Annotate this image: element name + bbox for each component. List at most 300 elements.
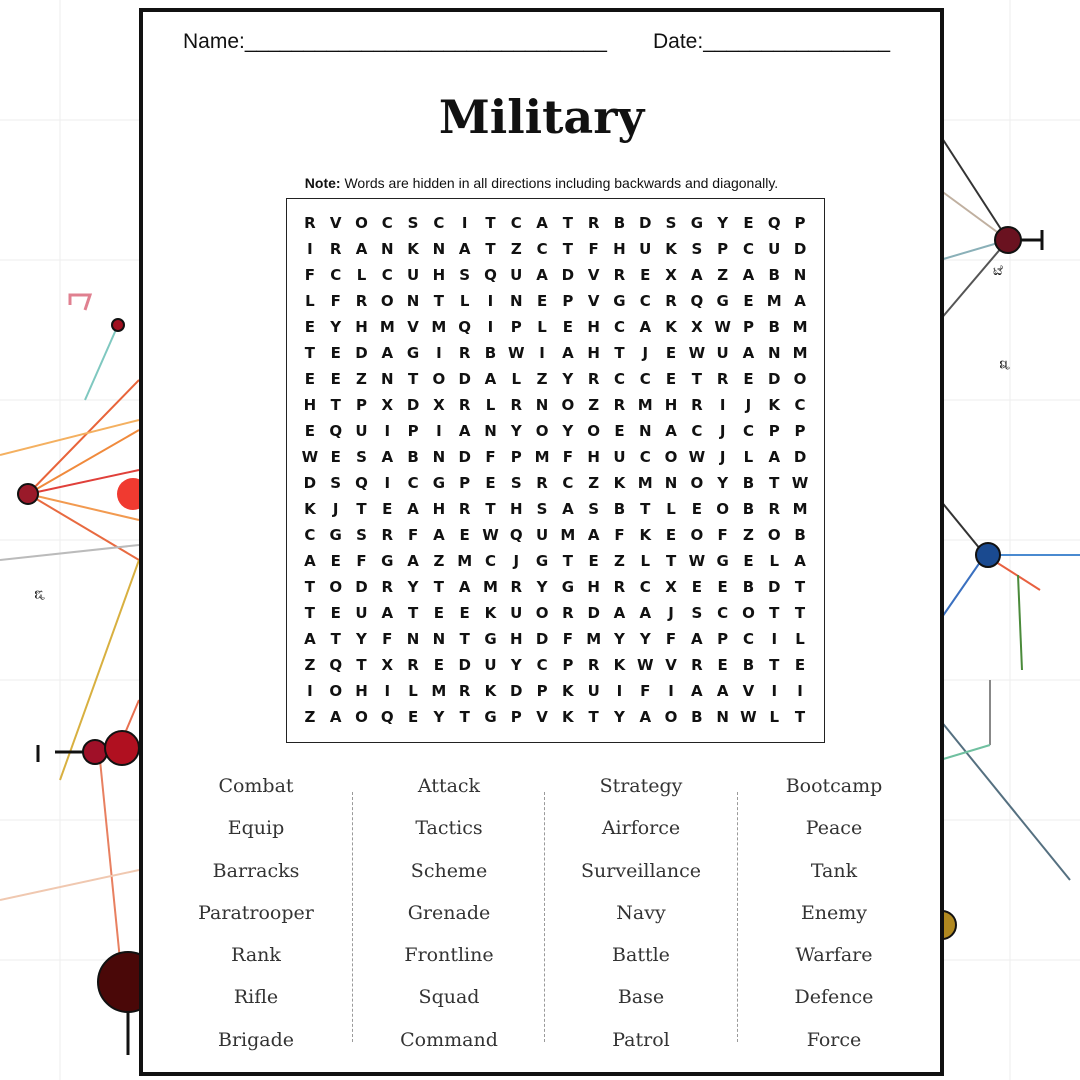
- grid-letter: N: [432, 240, 446, 258]
- grid-letter: T: [794, 604, 806, 622]
- word-item: Strategy: [599, 775, 683, 797]
- grid-letter: M: [586, 630, 602, 648]
- grid-letter: S: [330, 474, 342, 492]
- grid-letter: N: [793, 266, 807, 284]
- grid-letter: U: [768, 240, 781, 258]
- grid-letter: P: [510, 448, 522, 466]
- word-item: Frontline: [404, 944, 494, 967]
- grid-letter: J: [719, 422, 726, 440]
- grid-letter: L: [769, 552, 780, 570]
- grid-letter: A: [536, 214, 548, 232]
- grid-letter: E: [330, 552, 341, 570]
- grid-letter: W: [301, 448, 319, 466]
- grid-letter: N: [716, 708, 729, 726]
- grid-letter: M: [457, 552, 473, 570]
- grid-letter: A: [458, 578, 471, 596]
- grid-letter: E: [304, 370, 316, 388]
- grid-letter: R: [458, 344, 471, 362]
- grid-letter: T: [691, 370, 702, 388]
- grid-letter: F: [356, 552, 367, 570]
- grid-letter: E: [459, 526, 470, 544]
- grid-letter: T: [769, 604, 780, 622]
- grid-letter: C: [613, 370, 625, 388]
- grid-letter: E: [485, 474, 496, 492]
- grid-letter: X: [691, 318, 703, 336]
- grid-letter: I: [436, 422, 442, 440]
- grid-letter: F: [717, 526, 728, 544]
- grid-row: [297, 574, 813, 600]
- grid-letter: A: [433, 526, 445, 544]
- grid-letter: A: [716, 682, 729, 700]
- grid-letter: G: [432, 474, 446, 492]
- grid-letter: Q: [767, 214, 781, 232]
- grid-letter: H: [432, 500, 446, 518]
- grid-letter: T: [433, 578, 444, 596]
- column-divider: [352, 792, 353, 1042]
- grid-row: [297, 314, 813, 340]
- word-item: Battle: [612, 944, 670, 967]
- grid-letter: G: [716, 292, 729, 310]
- grid-letter: M: [431, 318, 447, 336]
- grid-letter: L: [485, 396, 496, 414]
- word-item: Bootcamp: [785, 775, 883, 797]
- grid-letter: S: [588, 500, 600, 518]
- grid-letter: B: [742, 578, 755, 596]
- grid-row: [297, 522, 813, 548]
- grid-letter: U: [613, 448, 626, 466]
- grid-letter: V: [407, 318, 419, 336]
- grid-row: [297, 678, 813, 704]
- grid-letter: R: [329, 240, 342, 258]
- grid-letter: T: [769, 474, 780, 492]
- grid-letter: P: [459, 474, 471, 492]
- grid-letter: A: [304, 630, 316, 648]
- grid-letter: L: [743, 448, 754, 466]
- grid-letter: R: [562, 604, 574, 622]
- grid-letter: M: [637, 474, 653, 492]
- grid-letter: L: [769, 708, 780, 726]
- grid-letter: X: [433, 396, 445, 414]
- grid-letter: N: [664, 474, 678, 492]
- grid-letter: C: [639, 292, 651, 310]
- grid-letter: U: [510, 604, 523, 622]
- word-item: Patrol: [612, 1028, 670, 1051]
- grid-letter: S: [510, 474, 522, 492]
- grid-letter: E: [536, 292, 548, 310]
- grid-letter: O: [793, 370, 807, 388]
- word-item: Attack: [417, 775, 481, 797]
- grid-letter: A: [355, 240, 368, 258]
- grid-letter: Q: [329, 656, 343, 674]
- grid-letter: I: [771, 682, 778, 700]
- grid-letter: A: [304, 552, 316, 570]
- grid-letter: G: [561, 578, 575, 596]
- grid-letter: E: [382, 500, 393, 518]
- word-bank: [161, 770, 931, 1060]
- grid-letter: J: [513, 552, 520, 570]
- grid-letter: P: [794, 214, 806, 232]
- note-label: Note:: [304, 175, 341, 191]
- word-item: Base: [617, 986, 665, 1009]
- grid-letter: G: [484, 630, 497, 648]
- grid-letter: A: [794, 292, 806, 310]
- grid-letter: O: [742, 604, 755, 622]
- grid-row: [297, 652, 813, 678]
- grid-letter: D: [355, 344, 368, 362]
- note-text: Words are hidden in all directions including backwards and diagonally.: [340, 175, 779, 191]
- column-divider: [737, 792, 738, 1042]
- grid-letter: O: [329, 682, 343, 700]
- grid-letter: P: [510, 708, 522, 726]
- grid-letter: K: [484, 682, 497, 700]
- grid-letter: B: [742, 474, 755, 492]
- grid-letter: P: [742, 318, 754, 336]
- grid-letter: Q: [355, 474, 368, 492]
- grid-letter: E: [330, 448, 341, 466]
- grid-letter: E: [562, 318, 573, 336]
- grid-letter: L: [459, 292, 470, 310]
- grid-letter: K: [613, 656, 626, 674]
- grid-letter: S: [356, 526, 367, 544]
- grid-letter: G: [381, 552, 394, 570]
- grid-letter: E: [614, 422, 625, 440]
- grid-letter: F: [485, 448, 496, 466]
- grid-letter: E: [743, 370, 754, 388]
- grid-letter: A: [329, 708, 342, 726]
- grid-letter: C: [794, 396, 806, 414]
- grid-letter: R: [613, 266, 626, 284]
- grid-letter: Y: [510, 656, 522, 674]
- grid-letter: A: [639, 318, 652, 336]
- grid-letter: N: [535, 396, 549, 414]
- grid-letter: E: [743, 552, 754, 570]
- grid-letter: E: [433, 656, 444, 674]
- grid-letter: J: [332, 500, 339, 518]
- grid-letter: L: [666, 500, 676, 518]
- word-item: Tactics: [415, 817, 483, 840]
- grid-letter: T: [588, 708, 599, 726]
- grid-letter: I: [771, 630, 778, 648]
- grid-letter: C: [407, 474, 419, 492]
- grid-letter: L: [795, 630, 805, 648]
- grid-letter: Y: [614, 708, 625, 726]
- grid-letter: Y: [614, 630, 625, 648]
- grid-letter: Y: [356, 630, 367, 648]
- grid-letter: M: [792, 344, 808, 362]
- word-item: Tank: [810, 859, 858, 882]
- grid-letter: T: [304, 604, 316, 622]
- grid-letter: A: [536, 266, 548, 284]
- grid-letter: C: [433, 214, 445, 232]
- word-item: Rank: [231, 944, 281, 967]
- grid-letter: G: [406, 344, 420, 362]
- grid-letter: A: [458, 240, 471, 258]
- grid-letter: G: [535, 552, 549, 570]
- grid-letter: C: [639, 578, 651, 596]
- grid-letter: R: [691, 396, 703, 414]
- word-item: Force: [806, 1028, 862, 1051]
- grid-letter: O: [690, 526, 704, 544]
- grid-letter: F: [562, 448, 573, 466]
- grid-letter: I: [384, 682, 391, 700]
- grid-letter: T: [640, 500, 651, 518]
- grid-letter: A: [587, 526, 600, 544]
- grid-letter: D: [458, 448, 471, 466]
- grid-letter: S: [356, 448, 367, 466]
- grid-letter: Y: [536, 578, 548, 596]
- grid-letter: H: [613, 240, 626, 258]
- grid-letter: S: [459, 266, 471, 284]
- grid-letter: T: [407, 370, 419, 388]
- grid-letter: O: [587, 422, 601, 440]
- grid-letter: F: [407, 526, 419, 544]
- grid-letter: Y: [717, 474, 729, 492]
- grid-letter: R: [355, 292, 368, 310]
- grid-letter: Z: [588, 474, 600, 492]
- instruction-note: [143, 175, 940, 191]
- grid-letter: M: [792, 318, 808, 336]
- word-item: Airforce: [601, 817, 681, 840]
- grid-letter: Z: [304, 708, 316, 726]
- word-item: Defence: [794, 986, 874, 1009]
- grid-letter: D: [510, 682, 523, 700]
- grid-letter: L: [356, 266, 367, 284]
- svg-text:ಟೆ: ಟೆ: [31, 590, 47, 600]
- grid-letter: R: [458, 500, 471, 518]
- grid-letter: E: [717, 656, 728, 674]
- grid-letter: P: [510, 318, 522, 336]
- grid-letter: W: [688, 344, 706, 362]
- grid-letter: D: [768, 578, 781, 596]
- grid-letter: N: [509, 292, 523, 310]
- grid-row: [297, 340, 813, 366]
- word-item: Barracks: [212, 859, 300, 882]
- grid-letter: Z: [536, 370, 548, 388]
- grid-letter: T: [562, 240, 573, 258]
- grid-letter: I: [539, 344, 545, 362]
- grid-letter: R: [587, 214, 600, 232]
- grid-letter: R: [407, 656, 419, 674]
- grid-letter: A: [381, 344, 394, 362]
- word-item: Warfare: [795, 944, 873, 967]
- grid-letter: C: [484, 552, 496, 570]
- grid-letter: D: [793, 448, 807, 466]
- grid-letter: D: [768, 370, 781, 388]
- grid-letter: F: [562, 630, 573, 648]
- grid-row: [297, 600, 813, 626]
- grid-letter: B: [768, 266, 780, 284]
- grid-letter: H: [432, 266, 446, 284]
- grid-letter: O: [380, 292, 394, 310]
- grid-letter: F: [330, 292, 341, 310]
- grid-letter: C: [562, 474, 574, 492]
- grid-letter: T: [665, 552, 677, 570]
- grid-letter: N: [381, 240, 394, 258]
- grid-letter: P: [768, 422, 780, 440]
- worksheet: [139, 8, 944, 1076]
- grid-letter: I: [461, 214, 468, 232]
- grid-letter: R: [613, 396, 626, 414]
- grid-letter: O: [664, 448, 678, 466]
- grid-letter: A: [407, 500, 419, 518]
- grid-letter: L: [305, 292, 315, 310]
- grid-letter: C: [536, 240, 548, 258]
- grid-letter: M: [766, 292, 782, 310]
- grid-row: [297, 548, 813, 574]
- grid-letter: B: [613, 500, 626, 518]
- grid-letter: M: [560, 526, 576, 544]
- grid-letter: O: [355, 708, 368, 726]
- grid-letter: T: [614, 344, 625, 362]
- grid-letter: I: [307, 682, 313, 700]
- word-column-4: [739, 770, 929, 1066]
- grid-letter: B: [407, 448, 419, 466]
- grid-letter: I: [719, 396, 726, 414]
- grid-letter: T: [304, 344, 316, 362]
- letter-grid-table: [297, 210, 813, 730]
- grid-letter: E: [588, 552, 599, 570]
- grid-letter: I: [797, 682, 803, 700]
- grid-letter: C: [691, 422, 703, 440]
- grid-letter: E: [407, 708, 419, 726]
- grid-letter: N: [381, 370, 394, 388]
- grid-letter: R: [587, 370, 600, 388]
- grid-letter: T: [769, 656, 780, 674]
- grid-letter: R: [381, 526, 394, 544]
- grid-letter: F: [614, 526, 625, 544]
- grid-letter: R: [458, 396, 471, 414]
- grid-row: [297, 496, 813, 522]
- grid-letter: A: [691, 682, 703, 700]
- grid-letter: Z: [588, 396, 600, 414]
- grid-letter: U: [716, 344, 729, 362]
- grid-letter: A: [613, 604, 626, 622]
- grid-letter: K: [484, 604, 497, 622]
- grid-letter: P: [562, 292, 574, 310]
- word-item: Paratrooper: [198, 901, 314, 924]
- grid-letter: R: [458, 682, 471, 700]
- grid-letter: B: [742, 500, 755, 518]
- grid-letter: C: [381, 266, 393, 284]
- grid-letter: F: [665, 630, 677, 648]
- grid-row: [297, 288, 813, 314]
- grid-letter: P: [794, 422, 806, 440]
- grid-letter: I: [616, 682, 623, 700]
- grid-letter: W: [688, 552, 706, 570]
- grid-letter: H: [509, 500, 523, 518]
- grid-letter: A: [691, 266, 703, 284]
- grid-letter: D: [793, 240, 807, 258]
- grid-letter: E: [304, 318, 316, 336]
- grid-letter: V: [329, 214, 342, 232]
- grid-letter: Q: [329, 422, 343, 440]
- grid-letter: K: [562, 708, 574, 726]
- grid-letter: F: [640, 682, 651, 700]
- grid-row: [297, 418, 813, 444]
- grid-letter: A: [742, 266, 755, 284]
- grid-letter: A: [639, 604, 652, 622]
- grid-letter: R: [536, 474, 548, 492]
- letter-grid: [286, 198, 825, 743]
- grid-letter: E: [665, 526, 677, 544]
- grid-row: [297, 470, 813, 496]
- grid-letter: R: [381, 578, 394, 596]
- grid-letter: A: [381, 604, 394, 622]
- grid-letter: M: [379, 318, 395, 336]
- grid-letter: M: [483, 578, 498, 596]
- grid-letter: I: [307, 240, 313, 258]
- grid-letter: G: [484, 708, 497, 726]
- grid-letter: D: [535, 630, 549, 648]
- grid-letter: E: [691, 500, 702, 518]
- grid-letter: Z: [510, 240, 522, 258]
- grid-letter: Y: [717, 214, 729, 232]
- grid-letter: A: [639, 708, 652, 726]
- svg-text:ಟೆ: ಟೆ: [993, 263, 1003, 279]
- grid-letter: N: [767, 344, 781, 362]
- grid-letter: H: [587, 578, 600, 596]
- date-field-label: Date:________________: [653, 30, 891, 53]
- grid-letter: R: [716, 370, 729, 388]
- grid-letter: C: [742, 240, 754, 258]
- grid-letter: T: [794, 578, 806, 596]
- grid-letter: G: [329, 526, 342, 544]
- grid-letter: V: [587, 266, 600, 284]
- name-field-label: Name:_______________________________: [183, 30, 607, 53]
- grid-letter: D: [587, 604, 600, 622]
- grid-letter: E: [665, 370, 677, 388]
- grid-letter: T: [356, 500, 367, 518]
- grid-letter: A: [742, 344, 755, 362]
- grid-letter: T: [407, 604, 419, 622]
- column-divider: [544, 792, 545, 1042]
- grid-letter: E: [640, 266, 651, 284]
- grid-letter: R: [510, 396, 523, 414]
- grid-letter: R: [304, 214, 316, 232]
- grid-letter: C: [330, 266, 342, 284]
- grid-letter: C: [742, 422, 754, 440]
- grid-letter: Z: [743, 526, 754, 544]
- grid-letter: T: [794, 708, 806, 726]
- word-item: Rifle: [233, 986, 279, 1009]
- grid-letter: H: [587, 448, 600, 466]
- grid-letter: X: [381, 396, 394, 414]
- grid-letter: U: [355, 604, 368, 622]
- grid-letter: E: [433, 604, 444, 622]
- grid-letter: E: [330, 604, 341, 622]
- grid-letter: H: [355, 318, 368, 336]
- grid-letter: Q: [458, 318, 472, 336]
- grid-letter: N: [406, 292, 420, 310]
- grid-letter: G: [716, 552, 729, 570]
- grid-letter: U: [587, 682, 600, 700]
- grid-letter: K: [639, 526, 652, 544]
- grid-letter: I: [436, 344, 442, 362]
- grid-letter: W: [508, 344, 525, 362]
- grid-letter: F: [588, 240, 599, 258]
- grid-letter: B: [794, 526, 806, 544]
- grid-letter: U: [510, 266, 523, 284]
- grid-letter: H: [587, 344, 600, 362]
- grid-letter: E: [743, 292, 754, 310]
- grid-letter: Y: [433, 708, 445, 726]
- grid-letter: S: [691, 240, 703, 258]
- word-item: Enemy: [800, 901, 868, 924]
- grid-letter: E: [330, 344, 341, 362]
- name-date-row: [183, 30, 903, 60]
- grid-letter: U: [639, 240, 652, 258]
- grid-letter: N: [432, 630, 446, 648]
